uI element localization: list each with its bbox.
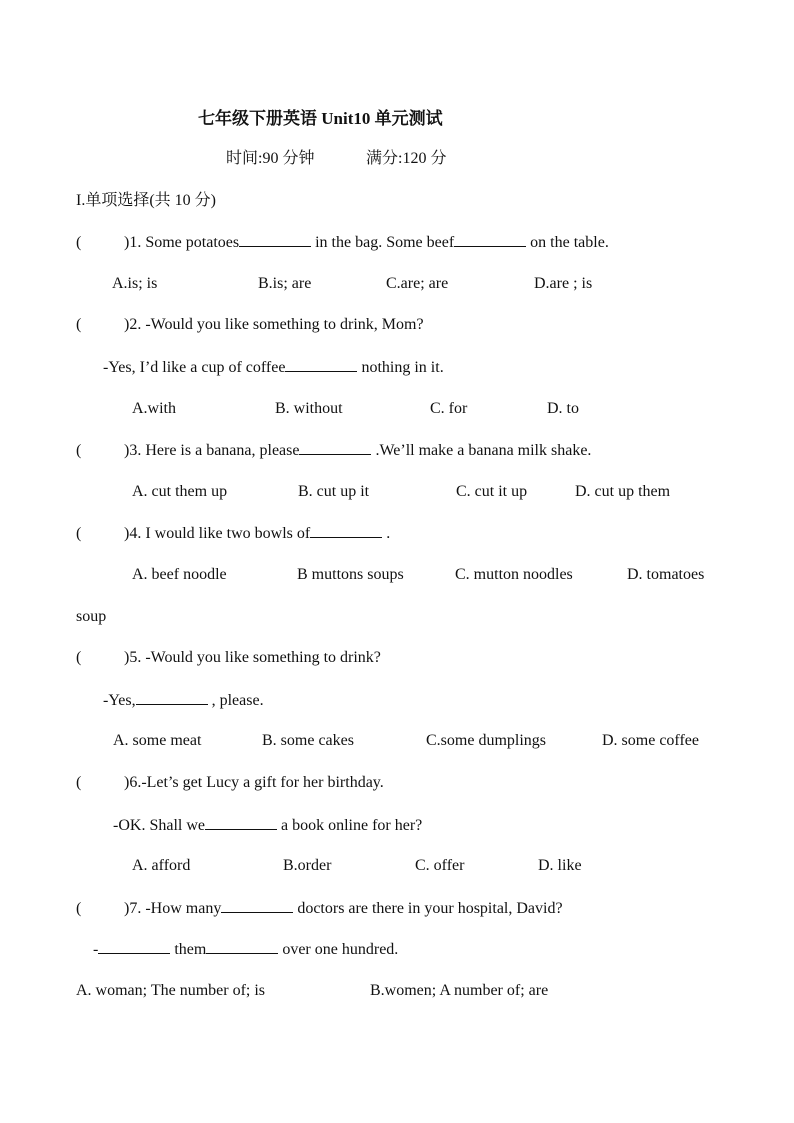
option-d: D. some coffee bbox=[602, 732, 699, 749]
option-c: C. offer bbox=[415, 857, 465, 874]
question-5: ( )5. -Would you like something to drink? bbox=[76, 649, 381, 666]
option-d-continued: soup bbox=[76, 608, 107, 625]
option-d: D. to bbox=[547, 400, 579, 417]
question-4: ( )4. I would like two bowls of . bbox=[76, 525, 391, 542]
option-a: A. afford bbox=[132, 857, 191, 874]
question-7-reply: - them over one hundred. bbox=[93, 941, 399, 958]
answer-paren: ( bbox=[76, 774, 82, 791]
answer-blank bbox=[206, 939, 278, 954]
answer-blank bbox=[98, 939, 170, 954]
answer-paren: ( bbox=[76, 316, 82, 333]
option-b: B.women; A number of; are bbox=[370, 982, 549, 999]
answer-paren: ( bbox=[76, 649, 82, 666]
question-2-reply: -Yes, I’d like a cup of coffee nothing in it. bbox=[103, 359, 444, 376]
option-c: C. mutton noodles bbox=[455, 566, 573, 583]
question-3: ( )3. Here is a banana, please .We’ll make a banana milk shake. bbox=[76, 442, 592, 459]
option-c: C. cut it up bbox=[456, 483, 528, 500]
option-d: D. like bbox=[538, 857, 582, 874]
option-b: B. some cakes bbox=[262, 732, 354, 749]
option-b: B. cut up it bbox=[298, 483, 370, 500]
question-2: ( )2. -Would you like something to drink, Mom? bbox=[76, 316, 424, 333]
option-b: B.order bbox=[283, 857, 332, 874]
option-c: C. for bbox=[430, 400, 468, 417]
answer-paren: ( bbox=[76, 234, 82, 251]
option-d: D. tomatoes bbox=[627, 566, 705, 583]
answer-paren: ( bbox=[76, 442, 82, 459]
page-title: 七年级下册英语 Unit10 单元测试 bbox=[198, 109, 443, 128]
section-heading: I.单项选择(共 10 分) bbox=[76, 192, 216, 209]
question-1: ( )1. Some potatoes in the bag. Some beef on the table. bbox=[76, 234, 609, 251]
answer-paren: ( bbox=[76, 525, 82, 542]
option-a: A. beef noodle bbox=[132, 566, 227, 583]
answer-paren: ( bbox=[76, 900, 82, 917]
option-d: D. cut up them bbox=[575, 483, 671, 500]
answer-blank bbox=[310, 523, 382, 538]
option-d: D.are ; is bbox=[534, 275, 593, 292]
question-5-reply: -Yes, , please. bbox=[103, 692, 264, 709]
option-b: B. without bbox=[275, 400, 343, 417]
option-a: A.with bbox=[132, 400, 176, 417]
question-7: ( )7. -How many doctors are there in your hospital, David? bbox=[76, 900, 563, 917]
answer-blank bbox=[454, 232, 526, 247]
option-a: A. some meat bbox=[113, 732, 202, 749]
answer-blank bbox=[221, 898, 293, 913]
answer-blank bbox=[285, 357, 357, 372]
answer-blank bbox=[239, 232, 311, 247]
option-b: B muttons soups bbox=[297, 566, 404, 583]
option-c: C.some dumplings bbox=[426, 732, 547, 749]
answer-blank bbox=[299, 440, 371, 455]
answer-blank bbox=[205, 815, 277, 830]
option-c: C.are; are bbox=[386, 275, 449, 292]
option-a: A.is; is bbox=[112, 275, 158, 292]
answer-blank bbox=[136, 690, 208, 705]
option-a: A. woman; The number of; is bbox=[76, 982, 266, 999]
option-b: B.is; are bbox=[258, 275, 312, 292]
question-6-reply: -OK. Shall we a book online for her? bbox=[113, 817, 423, 834]
question-6: ( )6.-Let’s get Lucy a gift for her birthday. bbox=[76, 774, 384, 791]
full-score: 满分:120 分 bbox=[366, 150, 447, 167]
time-limit: 时间:90 分钟 bbox=[226, 150, 315, 167]
option-a: A. cut them up bbox=[132, 483, 228, 500]
